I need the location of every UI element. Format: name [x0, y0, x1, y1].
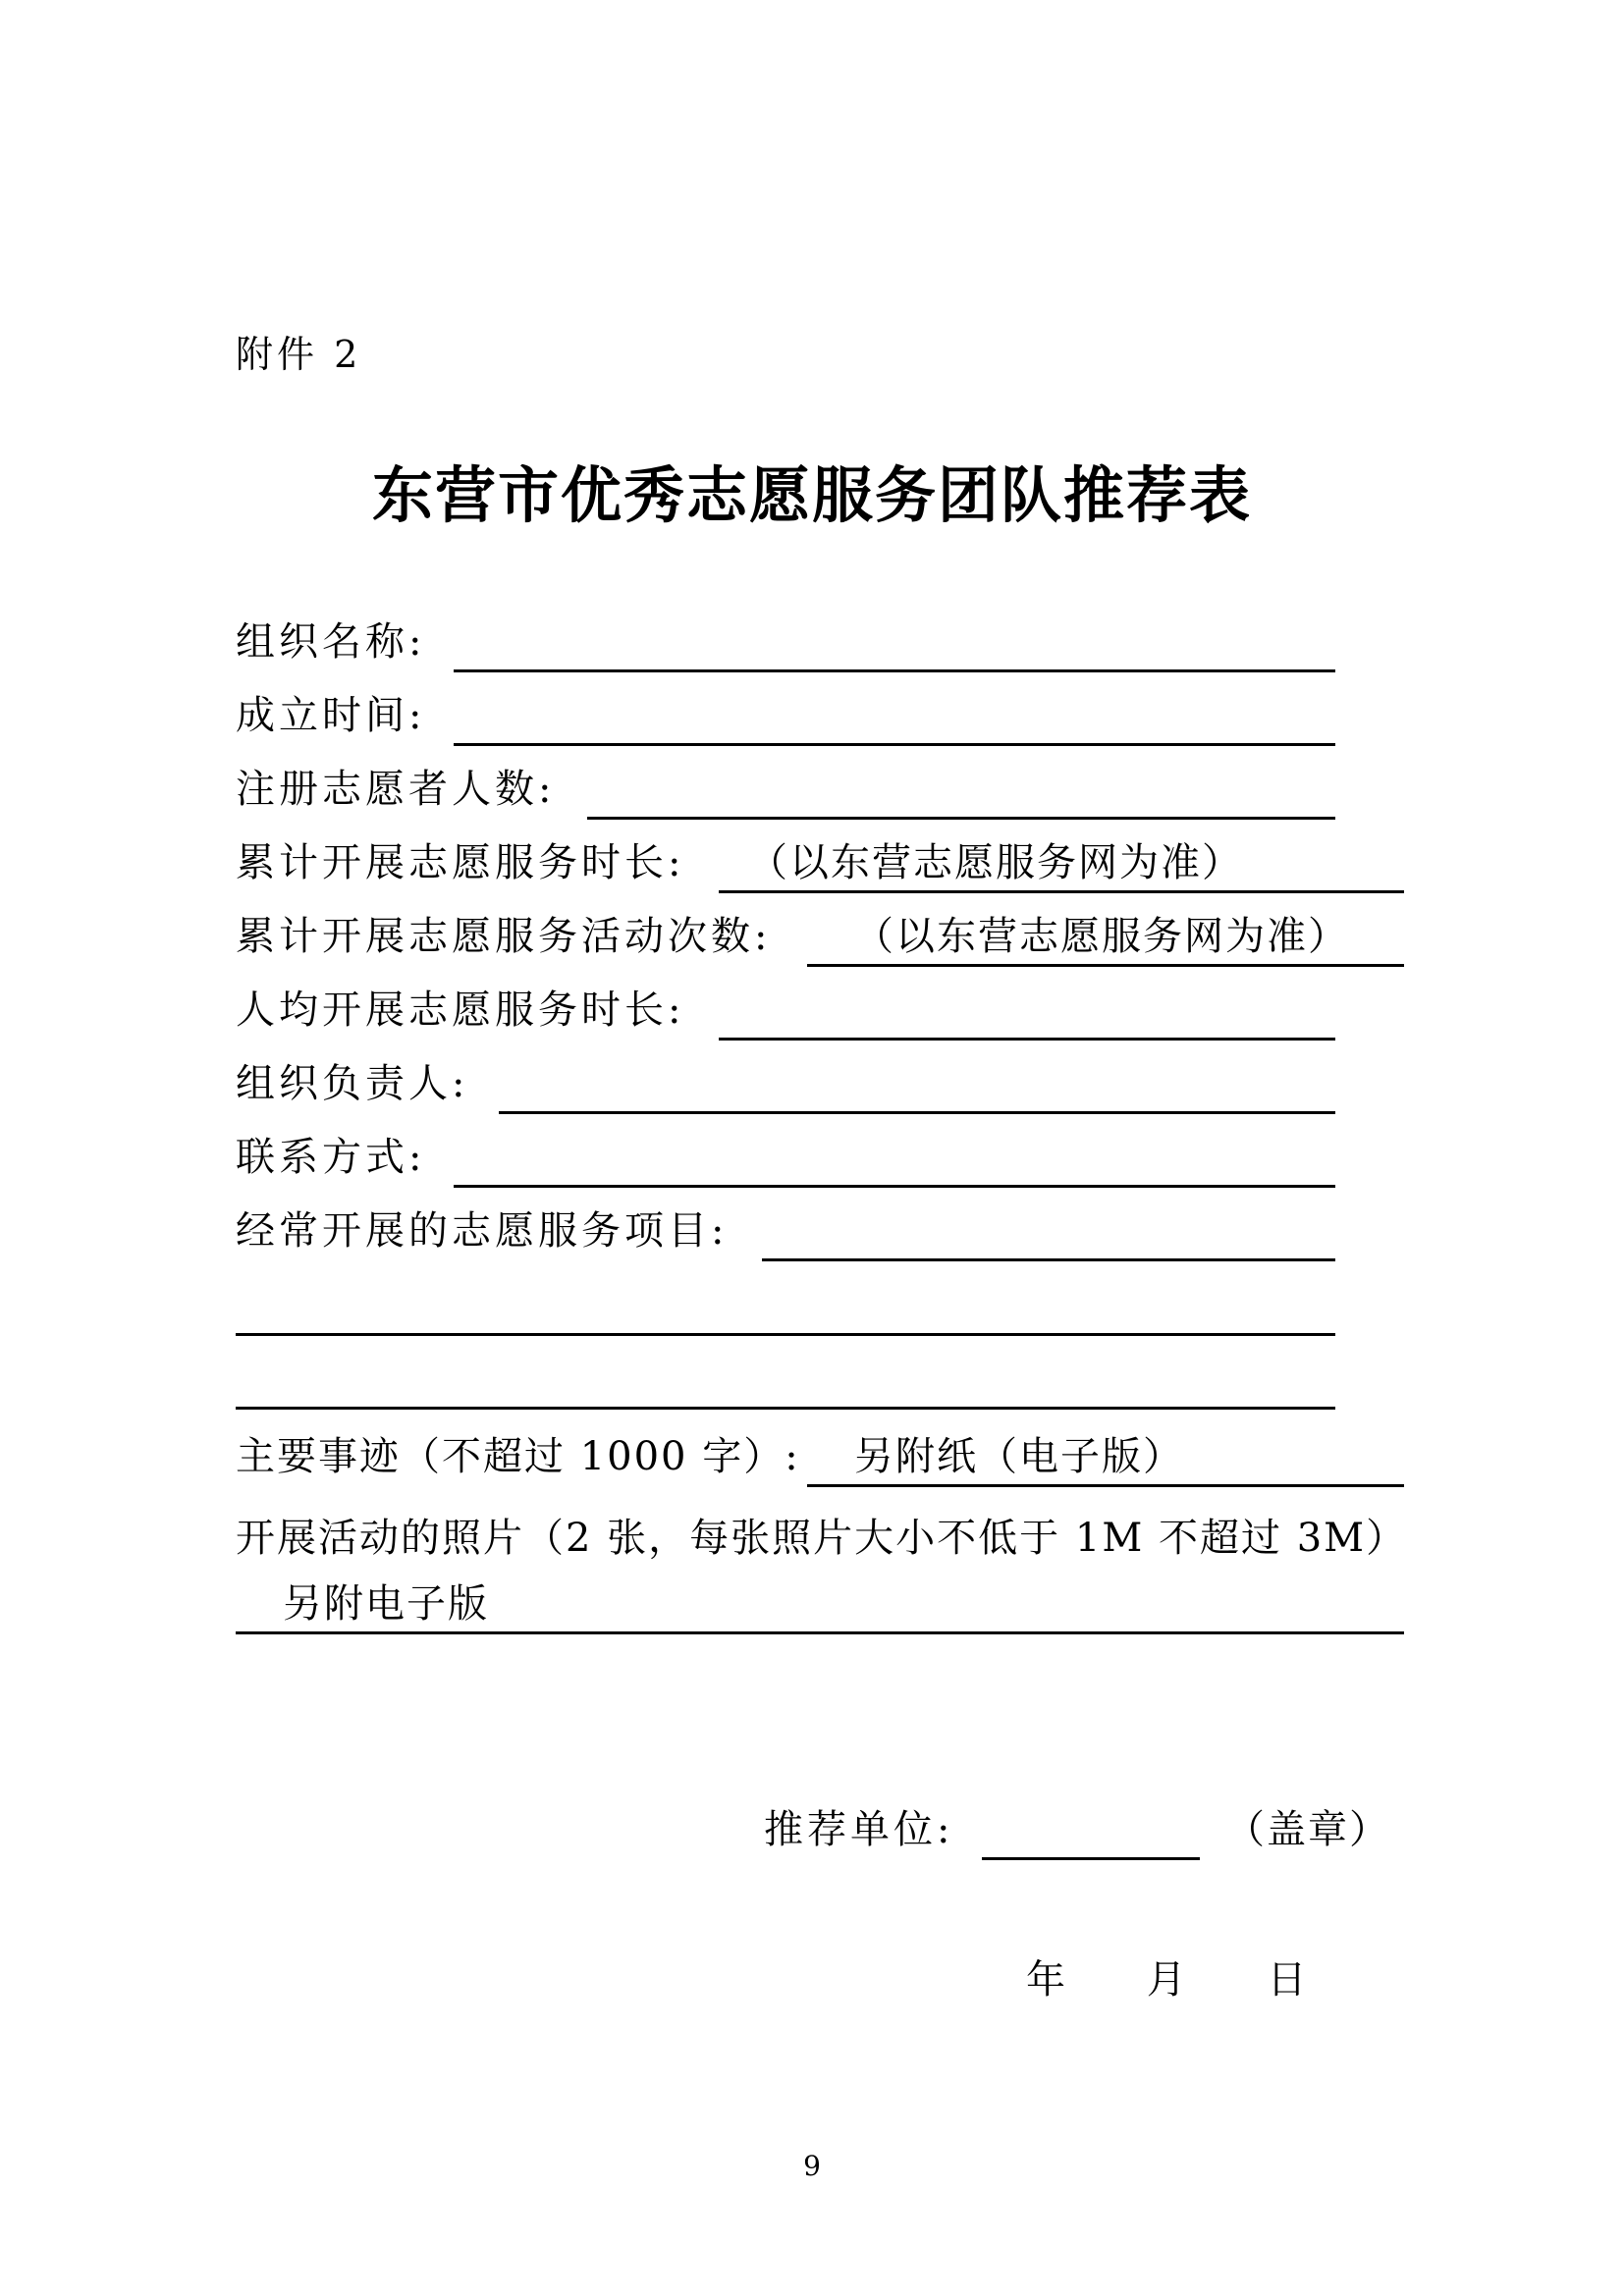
date-month: 月 — [1146, 1957, 1186, 2002]
field-established-date — [236, 687, 1335, 746]
page-number: 9 — [803, 2150, 821, 2182]
field-contact — [236, 1129, 1335, 1188]
regular-projects-line-2[interactable] — [236, 1333, 1335, 1336]
photos-note: 另附电子版 — [283, 1581, 489, 1627]
main-deeds-note: 另附纸（电子版） — [854, 1434, 1184, 1479]
established-date-blank[interactable] — [454, 743, 1335, 746]
field-org-name — [236, 614, 1335, 672]
seal-note: （盖章） — [1225, 1807, 1390, 1852]
regular-projects-blank[interactable] — [762, 1258, 1335, 1261]
field-label: 累计开展志愿服务时长: — [236, 840, 685, 885]
field-label: 注册志愿者人数: — [236, 767, 556, 812]
org-leader-blank[interactable] — [499, 1111, 1335, 1114]
org-name-blank[interactable] — [454, 669, 1335, 672]
recommending-unit-blank[interactable] — [982, 1857, 1200, 1860]
field-total-service-hours — [236, 834, 1404, 893]
recommending-unit — [764, 1801, 1392, 1860]
field-label: 组织名称: — [236, 619, 426, 665]
registered-volunteers-blank[interactable] — [587, 817, 1335, 820]
recommending-unit-label: 推荐单位: — [764, 1807, 954, 1852]
form-title: 东营市优秀志愿服务团队推荐表 — [371, 459, 1252, 531]
field-label: 经常开展的志愿服务项目: — [236, 1208, 729, 1254]
total-activity-count-blank[interactable] — [807, 964, 1404, 967]
field-label: 累计开展志愿服务活动次数: — [236, 914, 772, 959]
field-avg-service-hours — [236, 982, 1335, 1041]
field-label: 主要事迹（不超过 1000 字）: — [236, 1434, 800, 1479]
field-label: 联系方式: — [236, 1135, 426, 1180]
date-day: 日 — [1267, 1957, 1307, 2002]
photos-blank[interactable] — [236, 1631, 1404, 1634]
main-deeds-blank[interactable] — [807, 1484, 1404, 1487]
total-service-hours-blank[interactable] — [719, 890, 1404, 893]
field-label: 成立时间: — [236, 693, 426, 738]
field-org-leader — [236, 1055, 1335, 1114]
field-total-activity-count — [236, 908, 1404, 967]
photos-label: 开展活动的照片（2 张，每张照片大小不低于 1M 不超过 3M） — [236, 1516, 1408, 1561]
avg-service-hours-blank[interactable] — [719, 1038, 1335, 1041]
field-main-deeds — [236, 1428, 1404, 1487]
contact-blank[interactable] — [454, 1185, 1335, 1188]
total-service-hours-note: （以东营志愿服务网为准） — [748, 840, 1243, 885]
field-photos — [236, 1575, 1404, 1634]
field-registered-volunteers — [236, 761, 1335, 820]
field-label: 组织负责人: — [236, 1061, 469, 1106]
field-regular-projects — [236, 1202, 1335, 1261]
attachment-label: 附件 2 — [236, 333, 362, 376]
total-activity-count-note: （以东营志愿服务网为准） — [854, 914, 1349, 959]
regular-projects-line-3[interactable] — [236, 1407, 1335, 1410]
date-year: 年 — [1026, 1957, 1065, 2002]
field-label: 人均开展志愿服务时长: — [236, 988, 685, 1033]
date-line — [1026, 1949, 1375, 2004]
